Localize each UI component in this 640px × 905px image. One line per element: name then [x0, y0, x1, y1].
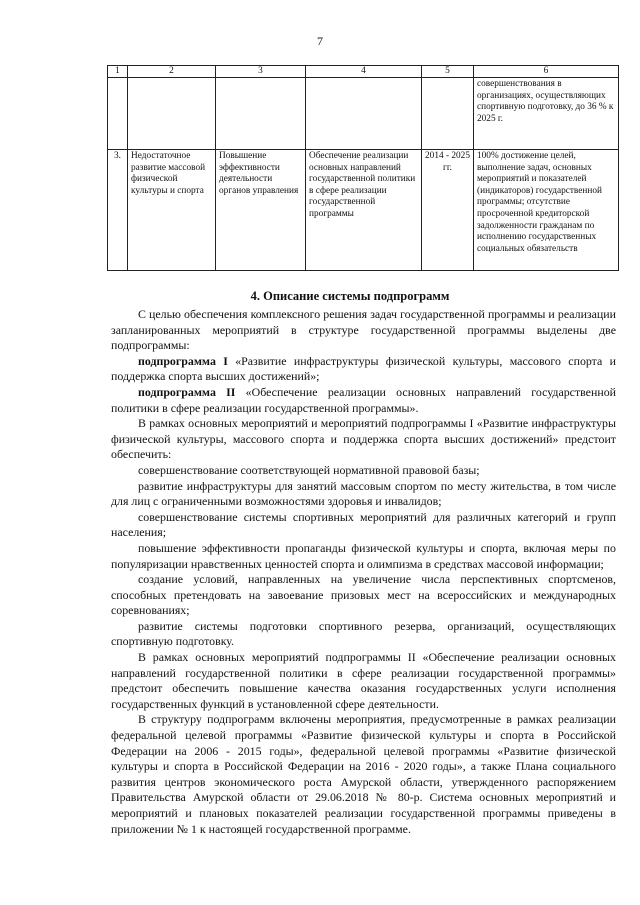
- table-cell-number: [108, 78, 128, 150]
- table-cell-number: 3.: [108, 150, 128, 271]
- list-item: развитие инфраструктуры для занятий массовым спортом по месту жительства, в том числе для лиц с ограниченными возможностями здоровья и инвалидов;: [111, 478, 616, 509]
- table-cell-result: 100% достижение целей, выполнение задач, основных мероприятий и показателей (индикаторов) государственной программы; отсутствие просроченной кредиторской задолженности гражданам по исполнению государственных социальных обязательств: [474, 150, 619, 271]
- table-header-row: [108, 66, 619, 78]
- table-row: [108, 150, 619, 271]
- subprogram-description: «Обеспечение реализации основных направлений государственной политики в сфере реализации государственной программы».: [111, 384, 616, 415]
- paragraph: С целью обеспечения комплексного решения задач государственной программы и реализации запланированных мероприятий в структуре государственной программы выделены две подпрограммы:: [111, 307, 616, 353]
- table-header-cell: 4: [306, 66, 422, 78]
- results-table: [107, 65, 619, 271]
- section-title: 4. Описание системы подпрограмм: [250, 289, 450, 303]
- list-item: повышение эффективности пропаганды физической культуры и спорта, включая меры по популяризации нравственных ценностей спорта и олимпизма в средствах массовой информации;: [111, 540, 616, 571]
- section-body: [111, 307, 616, 837]
- page-number: 7: [317, 34, 323, 48]
- table-cell-measure: Обеспечение реализации основных направлений государственной политики в сфере реализации государственной программы: [306, 150, 422, 271]
- table-cell-problem: [128, 78, 216, 150]
- table-header-cell: 2: [128, 66, 216, 78]
- table-header-cell: 5: [422, 66, 474, 78]
- list-item: развитие системы подготовки спортивного резерва, организаций, осуществляющих спортивную подготовку.: [111, 618, 616, 649]
- table-header-cell: 6: [474, 66, 619, 78]
- list-item: совершенствование системы спортивных мероприятий для различных категорий и групп населения;: [111, 509, 616, 540]
- table-header-cell: 3: [216, 66, 306, 78]
- table-row: [108, 78, 619, 150]
- table-cell-task: Повышение эффективности деятельности органов управления: [216, 150, 306, 271]
- list-item: создание условий, направленных на увеличение числа перспективных спортсменов, способных претендовать на завоевание призовых мест на всероссийских и международных соревнованиях;: [111, 572, 616, 618]
- table-cell-task: [216, 78, 306, 150]
- subprogram-label: подпрограмма I: [138, 353, 228, 368]
- paragraph: В рамках основных мероприятий и мероприятий подпрограммы I «Развитие инфраструктуры физической культуры, массового спорта и поддержка спорта высших достижений» предстоит обеспечить:: [111, 416, 616, 462]
- table-cell-problem: Недостаточное развитие массовой физической культуры и спорта: [128, 150, 216, 271]
- paragraph: В структуру подпрограмм включены мероприятия, предусмотренные в рамках реализации федеральной целевой программы «Развитие физической культуры и спорта в Российской Федерации на 2006 - 2015 годы», федеральной целевой программы «Развитие физической культуры и спорта в Российской Федерации на 2016 - 2020 годы», а также Плана социального развития центров экономического роста Амурской области, утвержденного распоряжением Правительства Амурской области от 29.06.2018 № 80-р. Система основных мероприятий и мероприятий и плановых показателей реализации государственной программы приведены в приложении № 1 к настоящей государственной программе.: [111, 712, 616, 836]
- subprogram-description: «Развитие инфраструктуры физической культуры, массового спорта и поддержка спорта высших достижений»;: [111, 353, 616, 384]
- list-item: совершенствование соответствующей нормативной правовой базы;: [138, 462, 480, 477]
- paragraph: [111, 354, 616, 385]
- table-header-cell: 1: [108, 66, 128, 78]
- table-cell-result: совершенствования в организациях, осуществляющих спортивную подготовку, до 36 % к 2025 г.: [474, 78, 619, 150]
- paragraph: В рамках основных мероприятий подпрограммы II «Обеспечение реализации основных направлений государственной политики в сфере реализации государственной программы» предстоит обеспечить повышение качества оказания государственных услуги исполнения государственных функций в установленной сфере деятельности.: [111, 650, 616, 711]
- paragraph: [111, 385, 616, 416]
- subprogram-label: подпрограмма II: [138, 384, 236, 399]
- table-cell-measure: [306, 78, 422, 150]
- table-cell-period: [422, 78, 474, 150]
- table-cell-period: 2014 - 2025 гг.: [422, 150, 474, 271]
